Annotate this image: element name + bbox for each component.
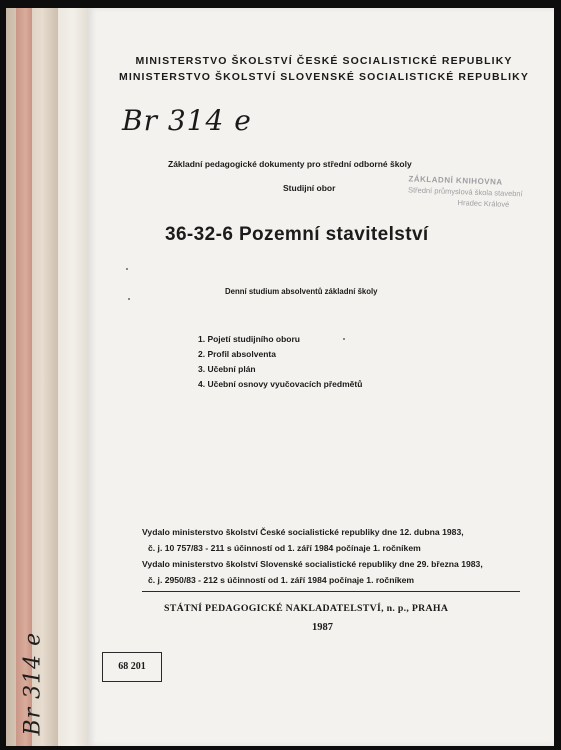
ministry-slovak: MINISTERSTVO ŠKOLSTVÍ SLOVENSKÉ SOCIALISTICKÉ REPUBLIKY <box>119 71 529 83</box>
stamp-line-3: Hradec Králové <box>457 198 510 209</box>
publication-sk-line-1: Vydalo ministerstvo školství Slovenské socialistické republiky dne 29. března 1983, <box>142 559 483 569</box>
contents-item: 1. Pojetí studijního oboru <box>198 334 300 344</box>
spine-handwritten-code: Br 314 e <box>20 631 46 736</box>
field-of-study-label: Studijní obor <box>283 183 336 193</box>
publication-year: 1987 <box>312 622 333 633</box>
paper-speck <box>128 298 130 300</box>
basic-documents-line: Základní pedagogické dokumenty pro střední odborné školy <box>168 159 412 169</box>
publication-cz-line-2: č. j. 10 757/83 - 211 s účinností od 1. září 1984 počínaje 1. ročníkem <box>148 543 421 553</box>
publication-sk-line-2: č. j. 2950/83 - 212 s účinností od 1. září 1984 počínaje 1. ročníkem <box>148 575 415 585</box>
catalog-number: 68 201 <box>118 661 146 672</box>
stamp-line-1: ZÁKLADNÍ KNIHOVNA <box>408 174 503 187</box>
publication-cz-line-1: Vydalo ministerstvo školství České socialistické republiky dne 12. dubna 1983, <box>142 527 464 537</box>
publication-note <box>142 524 542 588</box>
contents-item: 4. Učební osnovy vyučovacích předmětů <box>198 379 363 389</box>
divider-rule <box>142 591 520 592</box>
spine-handwritten-code-area <box>2 618 62 738</box>
contents-item: 3. Učební plán <box>198 364 256 374</box>
publisher: STÁTNÍ PEDAGOGICKÉ NAKLADATELSTVÍ, n. p., PRAHA <box>164 603 449 614</box>
paper-speck <box>343 338 345 340</box>
ministry-czech: MINISTERSTVO ŠKOLSTVÍ ČESKÉ SOCIALISTICKÉ REPUBLIKY <box>135 55 513 67</box>
study-form: Denní studium absolventů základní školy <box>225 287 378 296</box>
stamp-line-2: Střední průmyslová škola stavební <box>407 185 523 199</box>
contents-list <box>198 332 362 392</box>
catalog-number-box <box>102 652 162 682</box>
contents-item: 2. Profil absolventa <box>198 349 276 359</box>
paper-speck <box>126 268 128 270</box>
title-page <box>88 8 554 746</box>
handwritten-shelf-code: Br 314 e <box>122 104 252 137</box>
library-stamp <box>407 173 558 211</box>
folder-flap <box>58 8 89 746</box>
document-title: 36-32-6 Pozemní stavitelství <box>165 224 429 245</box>
